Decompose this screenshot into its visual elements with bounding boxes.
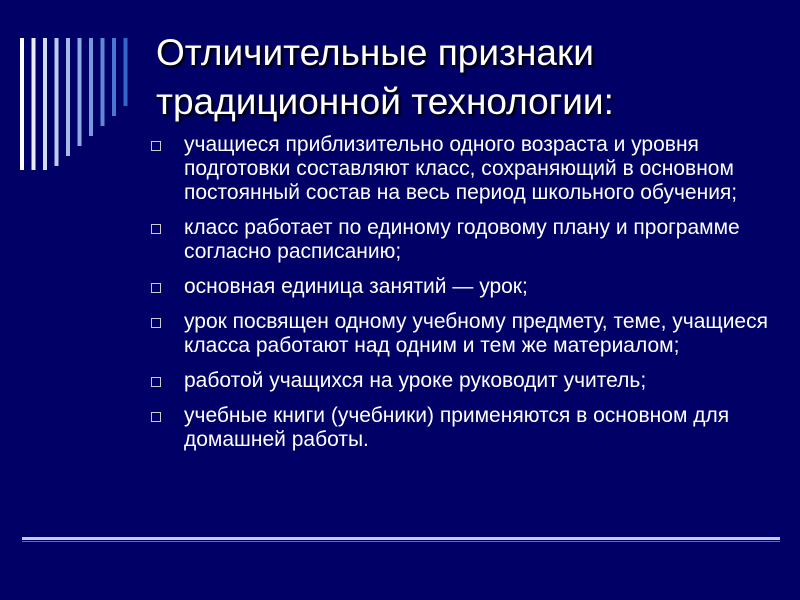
list-item — [148, 310, 778, 358]
hollow-square-icon — [151, 377, 161, 387]
list-item — [148, 216, 778, 264]
decor-stripe — [124, 38, 128, 106]
hollow-square-icon — [151, 224, 161, 234]
decor-stripe — [55, 38, 59, 166]
decor-stripe — [101, 38, 105, 126]
decor-stripe — [89, 38, 93, 136]
bullet-text: урок посвящен одному учебному предмету, теме, учащиеся класса работают над одним и тем же материалом; — [184, 310, 768, 357]
hollow-square-icon — [151, 318, 161, 328]
decor-stripe — [32, 38, 36, 170]
decor-stripe — [20, 38, 24, 170]
bullet-text: учебные книги (учебники) применяются в основном для домашней работы. — [184, 404, 730, 451]
hollow-square-icon — [151, 412, 161, 422]
bullet-text: работой учащихся на уроке руководит учитель; — [184, 369, 647, 392]
list-item — [148, 404, 778, 452]
decor-stripe — [78, 38, 82, 146]
bullet-text: учащиеся приблизительно одного возраста и уровня подготовки составляют класс, сохраняющий в основном постоянный состав на весь период школьного обучения; — [184, 133, 738, 204]
bullet-list — [148, 133, 778, 463]
title-line-2: традиционной технологии: — [156, 81, 614, 122]
title-line-1: Отличительные признаки — [156, 32, 594, 73]
bullet-text: класс работает по единому годовому плану и программе согласно расписанию; — [184, 216, 740, 263]
list-item — [148, 369, 778, 393]
bottom-divider — [22, 537, 780, 540]
list-item — [148, 133, 778, 205]
hollow-square-icon — [151, 141, 161, 151]
hollow-square-icon — [151, 283, 161, 293]
slide-title — [156, 28, 776, 126]
list-item — [148, 275, 778, 299]
striped-triangle-decoration — [0, 0, 140, 170]
decor-stripe — [43, 38, 47, 170]
decor-stripe — [112, 38, 116, 116]
bullet-text: основная единица занятий — урок; — [184, 275, 528, 298]
decor-stripe — [66, 38, 70, 156]
